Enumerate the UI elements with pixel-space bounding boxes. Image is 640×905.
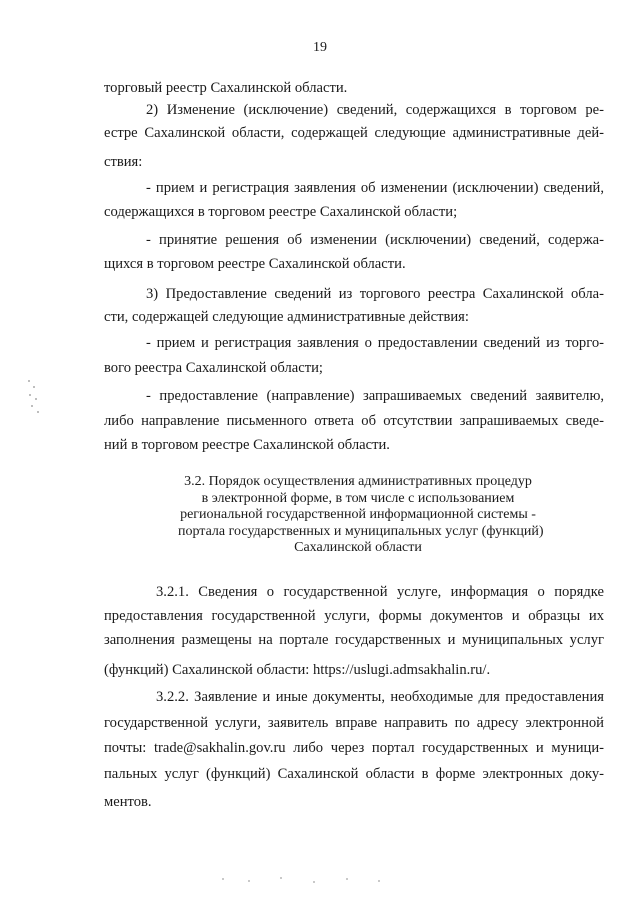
body-line: вого реестра Сахалинской области; bbox=[104, 360, 323, 376]
para-line: пальных услуг (функций) Сахалинской области в форме электронных доку- bbox=[104, 766, 604, 782]
body-line: содержащихся в торговом реестре Сахалинской области; bbox=[104, 204, 458, 220]
heading-line: в электронной форме, в том числе с использованием bbox=[201, 490, 515, 506]
para-line: государственной услуги, заявитель вправе направить по адресу электронной bbox=[104, 715, 604, 731]
body-line: ний в торговом реестре Сахалинской области. bbox=[104, 437, 390, 453]
body-line: - предоставление (направление) запрашиваемых сведений заявителю, bbox=[146, 388, 604, 404]
body-line: 3) Предоставление сведений из торгового реестра Сахалинской обла- bbox=[146, 286, 604, 302]
body-line: - прием и регистрация заявления о предоставлении сведений из торго- bbox=[146, 335, 604, 351]
heading-line: портала государственных и муниципальных услуг (функций) bbox=[178, 523, 544, 539]
body-line: 2) Изменение (исключение) сведений, содержащихся в торговом ре- bbox=[146, 102, 604, 118]
para-line: 3.2.2. Заявление и иные документы, необходимые для предоставления bbox=[156, 689, 604, 705]
body-line: ствия: bbox=[104, 154, 143, 170]
para-line: (функций) Сахалинской области: https://uslugi.admsakhalin.ru/. bbox=[104, 662, 491, 678]
para-line: заполнения размещены на портале государственных и муниципальных услуг bbox=[104, 632, 604, 648]
page-number: 19 bbox=[313, 40, 327, 55]
scan-noise bbox=[218, 876, 388, 884]
body-line: естре Сахалинской области, содержащей следующие административные дей- bbox=[104, 125, 604, 141]
body-line: либо направление письменного ответа об отсутствии запрашиваемых сведе- bbox=[104, 413, 604, 429]
body-line: - принятие решения об изменении (исключении) сведений, содержа- bbox=[146, 232, 604, 248]
body-line: торговый реестр Сахалинской области. bbox=[104, 80, 348, 96]
para-line: предоставления государственной услуги, формы документов и образцы их bbox=[104, 608, 604, 624]
para-line: 3.2.1. Сведения о государственной услуге, информация о порядке bbox=[156, 584, 604, 600]
heading-line: 3.2. Порядок осуществления административных процедур bbox=[184, 474, 532, 489]
para-line: ментов. bbox=[104, 794, 152, 810]
body-line: - прием и регистрация заявления об изменении (исключении) сведений, bbox=[146, 180, 604, 196]
section-heading bbox=[178, 474, 544, 557]
heading-line: региональной государственной информационной системы - bbox=[180, 507, 536, 522]
body-line: щихся в торговом реестре Сахалинской области. bbox=[104, 256, 406, 272]
para-line: почты: trade@sakhalin.gov.ru либо через портал государственных и муници- bbox=[104, 740, 604, 756]
body-line: сти, содержащей следующие административные действия: bbox=[104, 309, 469, 325]
scan-noise bbox=[26, 378, 40, 418]
heading-line: Сахалинской области bbox=[294, 540, 422, 555]
